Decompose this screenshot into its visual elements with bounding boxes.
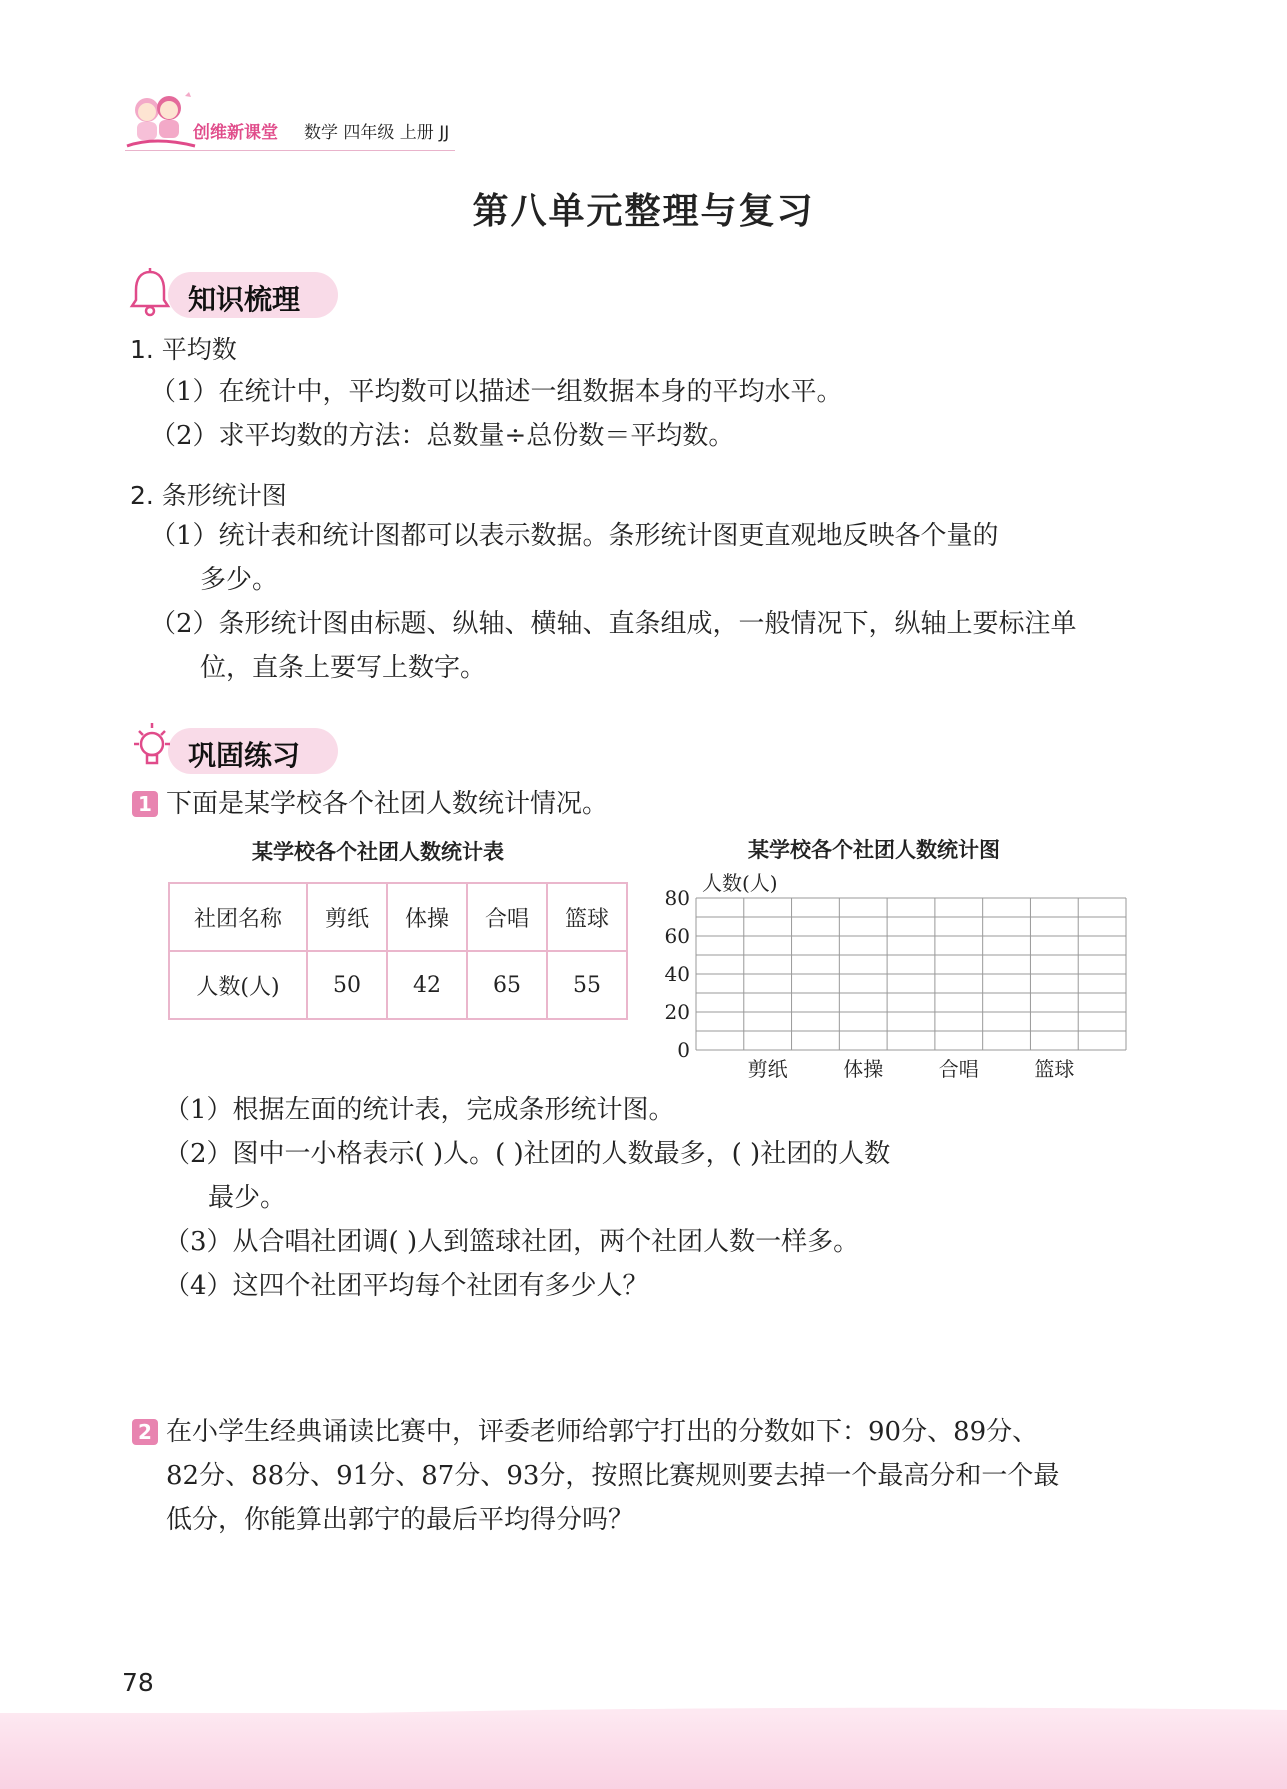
table-cell: 合唱 (467, 883, 547, 951)
topic-2-title: 2. 条形统计图 (130, 481, 287, 510)
x-tick-label: 篮球 (1034, 1057, 1075, 1081)
table-cell: 65 (467, 951, 547, 1019)
question-2-line-3: 低分，你能算出郭宁的最后平均得分吗？ (166, 1505, 635, 1535)
topic-2-item-2-line-2: 位，直条上要写上数字。 (200, 653, 487, 683)
question-1-sub-3: （3）从合唱社团调( )人到篮球社团，两个社团人数一样多。 (164, 1227, 860, 1257)
table-cell: 42 (387, 951, 467, 1019)
y-axis-label: 人数(人) (702, 871, 778, 895)
y-tick-label: 20 (664, 1000, 690, 1024)
x-tick-label: 剪纸 (747, 1057, 788, 1081)
table-cell: 体操 (387, 883, 467, 951)
table-cell: 篮球 (547, 883, 627, 951)
header-divider (125, 150, 455, 151)
question-1-sub-2-line-2: 最少。 (208, 1183, 287, 1213)
lightbulb-icon (128, 720, 176, 776)
topic-1-item-1: （1）在统计中，平均数可以描述一组数据本身的平均水平。 (150, 377, 843, 407)
bar-chart-grid (650, 862, 1140, 1094)
page-title: 第八单元整理与复习 (472, 191, 815, 232)
y-tick-label: 0 (677, 1038, 690, 1062)
bell-icon (128, 266, 172, 318)
x-tick-label: 合唱 (938, 1057, 979, 1081)
topic-2-item-2-line-1: （2）条形统计图由标题、纵轴、横轴、直条组成，一般情况下，纵轴上要标注单 (150, 609, 1077, 639)
x-tick-label: 体操 (843, 1057, 884, 1081)
question-2-badge: 2 (132, 1419, 158, 1445)
table-title: 某学校各个社团人数统计表 (252, 840, 504, 864)
page-number: 78 (122, 1668, 154, 1697)
practice-heading: 巩固练习 (188, 739, 301, 772)
book-subject: 数学 四年级 上册 JJ (304, 123, 450, 143)
footer-band (0, 1713, 1287, 1789)
topic-1-item-2: （2）求平均数的方法：总数量÷总份数＝平均数。 (150, 421, 735, 451)
table-cell: 55 (547, 951, 627, 1019)
topic-1-title: 1. 平均数 (130, 335, 237, 364)
y-tick-label: 80 (664, 886, 690, 910)
question-1-badge: 1 (132, 791, 158, 817)
table-cell: 剪纸 (307, 883, 387, 951)
table-row (169, 951, 627, 1019)
y-tick-label: 60 (664, 924, 690, 948)
table-row-label: 人数(人) (169, 951, 307, 1019)
y-tick-label: 40 (664, 962, 690, 986)
question-1-sub-1: （1）根据左面的统计表，完成条形统计图。 (164, 1095, 675, 1125)
knowledge-heading: 知识梳理 (188, 283, 301, 316)
table-row-label: 社团名称 (169, 883, 307, 951)
table-cell: 50 (307, 951, 387, 1019)
chart-title: 某学校各个社团人数统计图 (748, 838, 1000, 862)
table-row (169, 883, 627, 951)
club-stats-table (168, 882, 628, 1020)
topic-2-item-1-line-2: 多少。 (200, 565, 279, 595)
question-1-stem: 下面是某学校各个社团人数统计情况。 (166, 789, 609, 819)
topic-2-item-1-line-1: （1）统计表和统计图都可以表示数据。条形统计图更直观地反映各个量的 (150, 521, 999, 551)
question-1-sub-4: （4）这四个社团平均每个社团有多少人？ (164, 1271, 649, 1301)
brand-name: 创维新课堂 (193, 123, 278, 143)
question-2-line-2: 82分、88分、91分、87分、93分，按照比赛规则要去掉一个最高分和一个最 (166, 1461, 1060, 1491)
question-1-sub-2-line-1: （2）图中一小格表示( )人。( )社团的人数最多，( )社团的人数 (164, 1139, 891, 1169)
question-2-line-1: 在小学生经典诵读比赛中，评委老师给郭宁打出的分数如下：90分、89分、 (166, 1417, 1039, 1447)
